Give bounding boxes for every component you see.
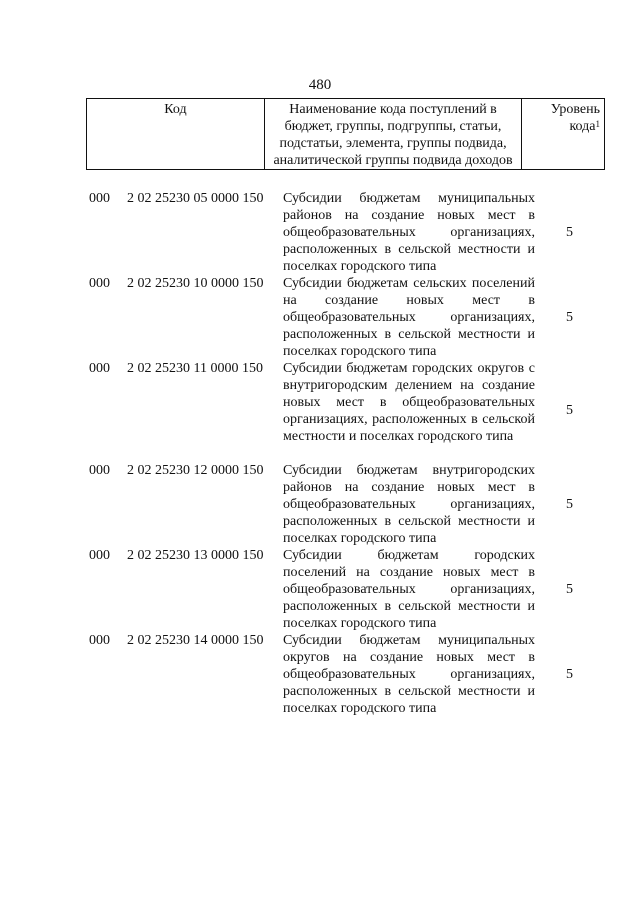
row-level: 5 (566, 225, 573, 240)
row-level: 5 (566, 403, 573, 418)
header-row (87, 99, 605, 170)
table-body (86, 190, 605, 717)
row-name: Субсидии бюджетам внутригородских районов на создание новых мест в общеобразовательных организациях, расположенных в сельской местности и поселках городского типа (283, 463, 535, 546)
table-row (86, 632, 605, 717)
row-level: 5 (566, 582, 573, 597)
row-name: Субсидии бюджетам городских поселений на создание новых мест в общеобразовательных организациях, расположенных в сельской местности и поселках городского типа (283, 548, 535, 631)
table-row (86, 360, 605, 462)
row-code: 2 02 25230 10 0000 150 (127, 276, 264, 291)
row-name: Субсидии бюджетам муниципальных округов на создание новых мест в общеобразовательных организациях, расположенных в сельской местности и поселках городского типа (283, 633, 535, 716)
table-row (86, 275, 605, 360)
row-level: 5 (566, 310, 573, 325)
table-row (86, 547, 605, 632)
row-code: 2 02 25230 14 0000 150 (127, 633, 264, 648)
header-level (522, 99, 605, 170)
row-code: 2 02 25230 05 0000 150 (127, 191, 264, 206)
row-prefix: 000 (89, 548, 110, 563)
header-level-label: Уровень кода (550, 102, 600, 134)
header-level-footnote: 1 (595, 119, 600, 129)
row-level: 5 (566, 667, 573, 682)
table-row (86, 190, 605, 275)
row-code: 2 02 25230 12 0000 150 (127, 463, 264, 478)
row-name: Субсидии бюджетам сельских поселений на создание новых мест в общеобразовательных организациях, расположенных в сельской местности и поселках городского типа (283, 276, 535, 359)
row-level: 5 (566, 497, 573, 512)
row-prefix: 000 (89, 463, 110, 478)
row-name: Субсидии бюджетам муниципальных районов на создание новых мест в общеобразовательных организациях, расположенных в сельской местности и поселках городского типа (283, 191, 535, 274)
row-name: Субсидии бюджетам городских округов с внутригородским делением на создание новых мест в общеобразовательных организациях, расположенных в сельской местности и поселках городского типа (283, 361, 535, 444)
table-row (86, 462, 605, 547)
header-name: Наименование кода поступлений в бюджет, группы, подгруппы, статьи, подстатьи, элемента, группы подвида, аналитической группы подвида доходов (264, 99, 522, 170)
row-prefix: 000 (89, 633, 110, 648)
row-prefix: 000 (89, 191, 110, 206)
row-prefix: 000 (89, 361, 110, 376)
row-code: 2 02 25230 11 0000 150 (127, 361, 263, 376)
table-header (86, 98, 605, 170)
row-code: 2 02 25230 13 0000 150 (127, 548, 264, 563)
page-number: 480 (308, 77, 332, 93)
row-prefix: 000 (89, 276, 110, 291)
header-code: Код (87, 99, 265, 170)
